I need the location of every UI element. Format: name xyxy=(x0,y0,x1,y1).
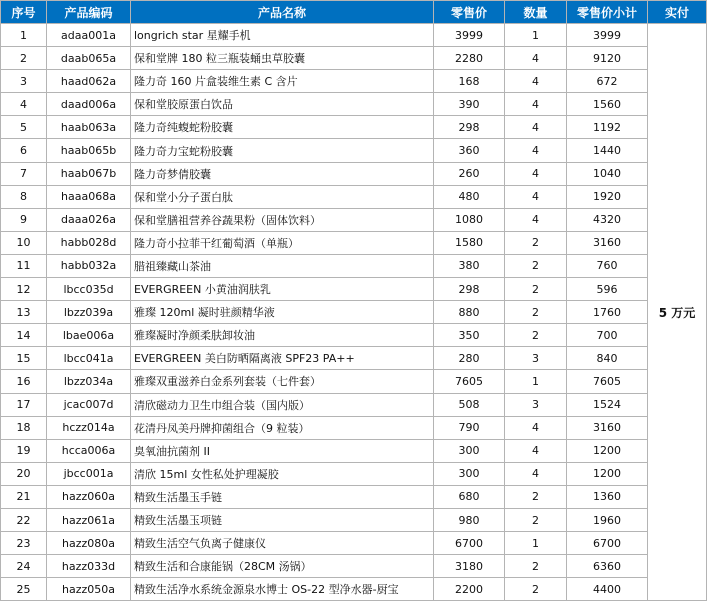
quantity-cell: 4 xyxy=(505,93,567,116)
product-code-cell: hczz014a xyxy=(47,416,131,439)
row-number-cell: 15 xyxy=(1,347,47,370)
price-subtotal-cell: 6360 xyxy=(567,555,648,578)
table-row xyxy=(1,347,707,370)
price-subtotal-cell: 7605 xyxy=(567,370,648,393)
table-row xyxy=(1,508,707,531)
product-name-cell: 隆力奇梦倩胶囊 xyxy=(131,162,434,185)
retail-price-cell: 508 xyxy=(434,393,505,416)
table-row xyxy=(1,116,707,139)
col-header-qty: 数量 xyxy=(505,1,567,24)
quantity-cell: 3 xyxy=(505,393,567,416)
table-row xyxy=(1,301,707,324)
product-name-cell: longrich star 星耀手机 xyxy=(131,24,434,47)
col-header-subtotal: 零售价小计 xyxy=(567,1,648,24)
row-number-cell: 11 xyxy=(1,254,47,277)
quantity-cell: 2 xyxy=(505,324,567,347)
retail-price-cell: 880 xyxy=(434,301,505,324)
product-name-cell: 腊祖臻藏山茶油 xyxy=(131,254,434,277)
product-code-cell: haab067b xyxy=(47,162,131,185)
row-number-cell: 9 xyxy=(1,208,47,231)
quantity-cell: 2 xyxy=(505,485,567,508)
row-number-cell: 2 xyxy=(1,47,47,70)
row-number-cell: 10 xyxy=(1,231,47,254)
product-code-cell: jcac007d xyxy=(47,393,131,416)
product-name-cell: 清欣磁动力卫生巾组合装（国内版） xyxy=(131,393,434,416)
product-code-cell: lbcc041a xyxy=(47,347,131,370)
price-subtotal-cell: 1192 xyxy=(567,116,648,139)
price-subtotal-cell: 3160 xyxy=(567,231,648,254)
product-code-cell: hazz080a xyxy=(47,532,131,555)
row-number-cell: 16 xyxy=(1,370,47,393)
retail-price-cell: 1080 xyxy=(434,208,505,231)
row-number-cell: 22 xyxy=(1,508,47,531)
price-subtotal-cell: 3160 xyxy=(567,416,648,439)
product-name-cell: 隆力奇纯蝮蛇粉胶囊 xyxy=(131,116,434,139)
quantity-cell: 1 xyxy=(505,24,567,47)
row-number-cell: 5 xyxy=(1,116,47,139)
quantity-cell: 2 xyxy=(505,231,567,254)
retail-price-cell: 3180 xyxy=(434,555,505,578)
quantity-cell: 2 xyxy=(505,508,567,531)
table-row xyxy=(1,162,707,185)
retail-price-cell: 7605 xyxy=(434,370,505,393)
quantity-cell: 4 xyxy=(505,439,567,462)
table-row xyxy=(1,532,707,555)
row-number-cell: 13 xyxy=(1,301,47,324)
product-code-cell: habb032a xyxy=(47,254,131,277)
row-number-cell: 7 xyxy=(1,162,47,185)
price-subtotal-cell: 1440 xyxy=(567,139,648,162)
quantity-cell: 2 xyxy=(505,555,567,578)
price-subtotal-cell: 672 xyxy=(567,70,648,93)
product-name-cell: 雅璨凝时净颜柔肤卸妆油 xyxy=(131,324,434,347)
product-name-cell: 精致生活净水系统金源泉水博士 OS-22 型净水器-厨宝 xyxy=(131,578,434,601)
quantity-cell: 2 xyxy=(505,301,567,324)
price-subtotal-cell: 700 xyxy=(567,324,648,347)
product-name-cell: EVERGREEN 小黄油润肤乳 xyxy=(131,278,434,301)
product-name-cell: 保和堂牌 180 粒三瓶装蛹虫草胶囊 xyxy=(131,47,434,70)
quantity-cell: 4 xyxy=(505,208,567,231)
row-number-cell: 18 xyxy=(1,416,47,439)
product-name-cell: 隆力奇力宝蛇粉胶囊 xyxy=(131,139,434,162)
retail-price-cell: 380 xyxy=(434,254,505,277)
retail-price-cell: 260 xyxy=(434,162,505,185)
product-name-cell: 保和堂膳祖营养谷蔬果粉（固体饮料） xyxy=(131,208,434,231)
table-row xyxy=(1,139,707,162)
quantity-cell: 2 xyxy=(505,578,567,601)
product-name-cell: 花清丹凤美丹牌抑菌组合（9 粒装） xyxy=(131,416,434,439)
row-number-cell: 3 xyxy=(1,70,47,93)
retail-price-cell: 300 xyxy=(434,462,505,485)
price-subtotal-cell: 596 xyxy=(567,278,648,301)
product-code-cell: hazz060a xyxy=(47,485,131,508)
product-name-cell: 精致生活墨玉项链 xyxy=(131,508,434,531)
retail-price-cell: 980 xyxy=(434,508,505,531)
product-code-cell: hcca006a xyxy=(47,439,131,462)
table-row xyxy=(1,462,707,485)
quantity-cell: 4 xyxy=(505,162,567,185)
retail-price-cell: 360 xyxy=(434,139,505,162)
product-name-cell: 精致生活墨玉手链 xyxy=(131,485,434,508)
product-name-cell: 清欣 15ml 女性私处护理凝胶 xyxy=(131,462,434,485)
product-name-cell: EVERGREEN 美白防晒隔离液 SPF23 PA++ xyxy=(131,347,434,370)
row-number-cell: 14 xyxy=(1,324,47,347)
table-row xyxy=(1,208,707,231)
price-subtotal-cell: 1960 xyxy=(567,508,648,531)
price-subtotal-cell: 4400 xyxy=(567,578,648,601)
table-row xyxy=(1,324,707,347)
product-code-cell: adaa001a xyxy=(47,24,131,47)
product-code-cell: haaa068a xyxy=(47,185,131,208)
quantity-cell: 2 xyxy=(505,254,567,277)
row-number-cell: 24 xyxy=(1,555,47,578)
product-code-cell: haab065b xyxy=(47,139,131,162)
product-code-cell: lbae006a xyxy=(47,324,131,347)
table-row xyxy=(1,416,707,439)
quantity-cell: 4 xyxy=(505,185,567,208)
price-subtotal-cell: 1200 xyxy=(567,439,648,462)
table-row xyxy=(1,231,707,254)
col-header-paid: 实付 xyxy=(648,1,707,24)
product-code-cell: haad062a xyxy=(47,70,131,93)
retail-price-cell: 2200 xyxy=(434,578,505,601)
price-subtotal-cell: 4320 xyxy=(567,208,648,231)
product-name-cell: 雅璨 120ml 凝时驻颜精华液 xyxy=(131,301,434,324)
col-header-no: 序号 xyxy=(1,1,47,24)
retail-price-cell: 3999 xyxy=(434,24,505,47)
quantity-cell: 3 xyxy=(505,347,567,370)
table-row xyxy=(1,393,707,416)
quantity-cell: 4 xyxy=(505,416,567,439)
quantity-cell: 2 xyxy=(505,278,567,301)
table-row xyxy=(1,555,707,578)
price-subtotal-cell: 1760 xyxy=(567,301,648,324)
col-header-name: 产品名称 xyxy=(131,1,434,24)
retail-price-cell: 168 xyxy=(434,70,505,93)
row-number-cell: 1 xyxy=(1,24,47,47)
price-subtotal-cell: 840 xyxy=(567,347,648,370)
price-subtotal-cell: 1560 xyxy=(567,93,648,116)
product-code-cell: habb028d xyxy=(47,231,131,254)
table-row xyxy=(1,439,707,462)
row-number-cell: 4 xyxy=(1,93,47,116)
product-code-cell: daad006a xyxy=(47,93,131,116)
product-code-cell: lbzz034a xyxy=(47,370,131,393)
product-name-cell: 保和堂胶原蛋白饮品 xyxy=(131,93,434,116)
retail-price-cell: 790 xyxy=(434,416,505,439)
retail-price-cell: 1580 xyxy=(434,231,505,254)
row-number-cell: 17 xyxy=(1,393,47,416)
retail-price-cell: 390 xyxy=(434,93,505,116)
header-row xyxy=(1,1,707,24)
row-number-cell: 12 xyxy=(1,278,47,301)
price-subtotal-cell: 9120 xyxy=(567,47,648,70)
product-name-cell: 臭氧油抗菌剂 II xyxy=(131,439,434,462)
product-code-cell: daab065a xyxy=(47,47,131,70)
product-code-cell: haab063a xyxy=(47,116,131,139)
quantity-cell: 4 xyxy=(505,47,567,70)
product-code-cell: hazz033d xyxy=(47,555,131,578)
retail-price-cell: 350 xyxy=(434,324,505,347)
price-subtotal-cell: 1524 xyxy=(567,393,648,416)
row-number-cell: 23 xyxy=(1,532,47,555)
table-row xyxy=(1,24,707,47)
product-name-cell: 隆力奇小拉菲干红葡萄酒（单瓶） xyxy=(131,231,434,254)
row-number-cell: 21 xyxy=(1,485,47,508)
quantity-cell: 1 xyxy=(505,532,567,555)
product-code-cell: jbcc001a xyxy=(47,462,131,485)
price-subtotal-cell: 6700 xyxy=(567,532,648,555)
product-name-cell: 精致生活和合康能锅（28CM 汤锅） xyxy=(131,555,434,578)
row-number-cell: 19 xyxy=(1,439,47,462)
quantity-cell: 4 xyxy=(505,116,567,139)
product-code-cell: hazz061a xyxy=(47,508,131,531)
table-row xyxy=(1,93,707,116)
table-row xyxy=(1,278,707,301)
retail-price-cell: 2280 xyxy=(434,47,505,70)
retail-price-cell: 480 xyxy=(434,185,505,208)
quantity-cell: 4 xyxy=(505,70,567,93)
price-subtotal-cell: 1360 xyxy=(567,485,648,508)
retail-price-cell: 300 xyxy=(434,439,505,462)
product-code-cell: lbzz039a xyxy=(47,301,131,324)
retail-price-cell: 298 xyxy=(434,116,505,139)
quantity-cell: 1 xyxy=(505,370,567,393)
table-row xyxy=(1,185,707,208)
table-row xyxy=(1,578,707,601)
product-name-cell: 保和堂小分子蛋白肽 xyxy=(131,185,434,208)
table-row xyxy=(1,254,707,277)
price-subtotal-cell: 760 xyxy=(567,254,648,277)
retail-price-cell: 280 xyxy=(434,347,505,370)
quantity-cell: 4 xyxy=(505,462,567,485)
col-header-price: 零售价 xyxy=(434,1,505,24)
product-code-cell: daaa026a xyxy=(47,208,131,231)
product-code-cell: hazz050a xyxy=(47,578,131,601)
retail-price-cell: 680 xyxy=(434,485,505,508)
table-body xyxy=(1,24,707,601)
price-subtotal-cell: 1200 xyxy=(567,462,648,485)
product-name-cell: 精致生活空气负离子健康仪 xyxy=(131,532,434,555)
retail-price-cell: 6700 xyxy=(434,532,505,555)
product-name-cell: 隆力奇 160 片盒装维生素 C 含片 xyxy=(131,70,434,93)
product-code-cell: lbcc035d xyxy=(47,278,131,301)
table-row xyxy=(1,370,707,393)
price-subtotal-cell: 1920 xyxy=(567,185,648,208)
table-row xyxy=(1,485,707,508)
table-row xyxy=(1,70,707,93)
row-number-cell: 20 xyxy=(1,462,47,485)
price-subtotal-cell: 3999 xyxy=(567,24,648,47)
col-header-code: 产品编码 xyxy=(47,1,131,24)
table-row xyxy=(1,47,707,70)
row-number-cell: 8 xyxy=(1,185,47,208)
quantity-cell: 4 xyxy=(505,139,567,162)
row-number-cell: 25 xyxy=(1,578,47,601)
retail-price-cell: 298 xyxy=(434,278,505,301)
row-number-cell: 6 xyxy=(1,139,47,162)
product-name-cell: 雅璨双重滋养白金系列套装（七件套） xyxy=(131,370,434,393)
paid-total-cell: 5 万元 xyxy=(648,24,707,601)
price-subtotal-cell: 1040 xyxy=(567,162,648,185)
